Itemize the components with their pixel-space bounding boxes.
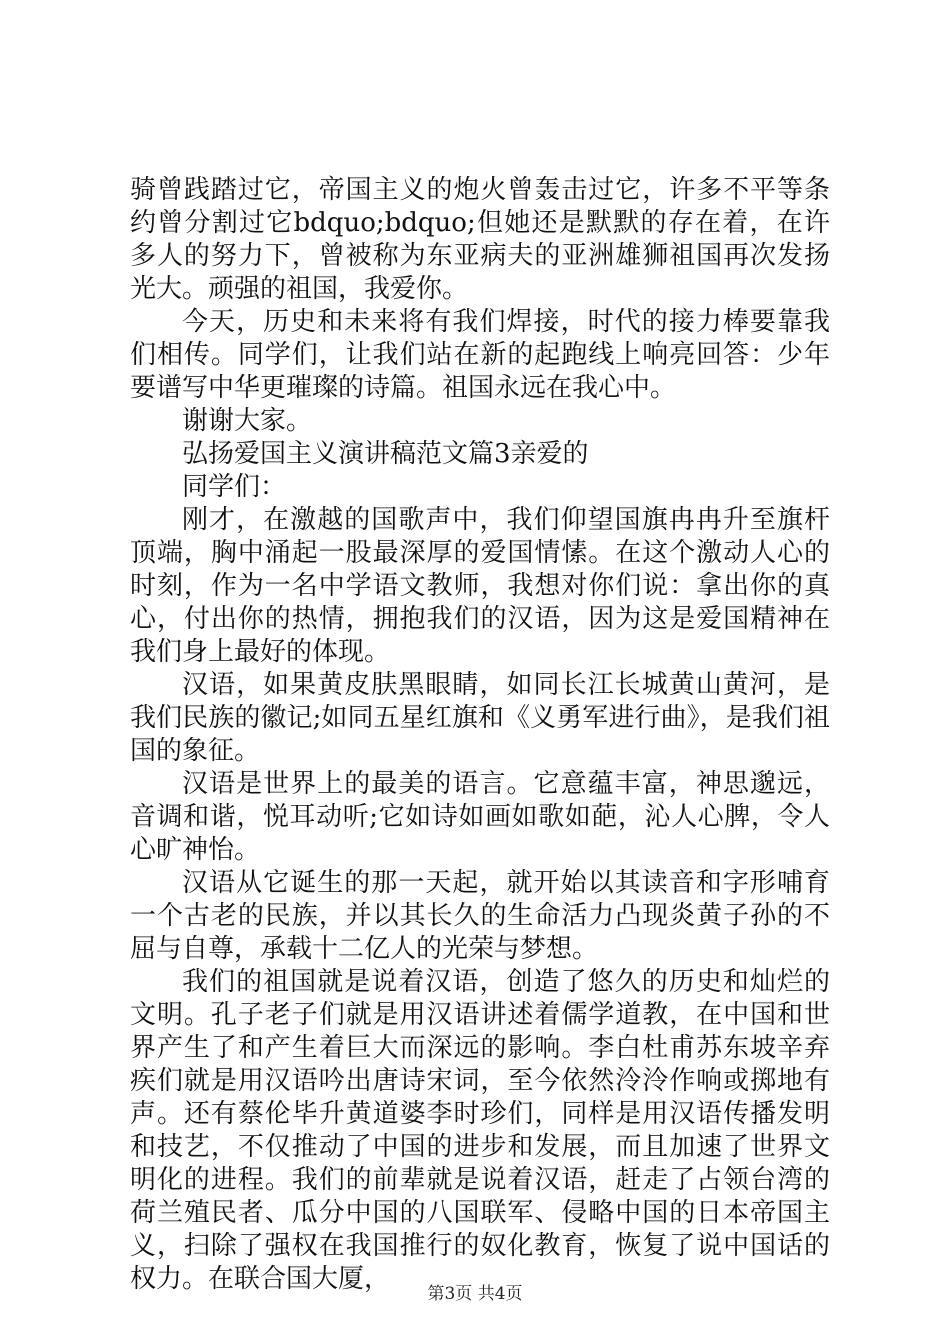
paragraph-1: 骑曾践踏过它，帝国主义的炮火曾轰击过它，许多不平等条约曾分割过它bdquo;bdquo;但她还是默默的存在着，在许多人的努力下，曾被称为东亚病夫的亚洲雄狮祖国再次发扬光大。顽强的祖国，我爱你。 bbox=[130, 175, 830, 304]
paragraph-6: 刚才，在激越的国歌声中，我们仰望国旗冉冉升至旗杆顶端，胸中涌起一股最深厚的爱国情愫。在这个激动人心的时刻，作为一名中学语文教师，我想对你们说：拿出你的真心，付出你的热情，拥抱我们的汉语，因为这是爱国精神在我们身上最好的体现。 bbox=[130, 505, 830, 667]
page-number-footer: 第3页 共4页 bbox=[427, 1284, 523, 1304]
paragraph-10: 我们的祖国就是说着汉语，创造了悠久的历史和灿烂的文明。孔子老子们就是用汉语讲述着儒学道教，在中国和世界产生了和产生着巨大而深远的影响。李白杜甫苏东坡辛弃疾们就是用汉语吟出唐诗宋词，至今依然泠泠作响或掷地有声。还有蔡伦毕升黄道婆李时珍们，同样是用汉语传播发明和技艺，不仅推动了中国的进步和发展，而且加速了世界文明化的进程。我们的前辈就是说着汉语，赶走了占领台湾的荷兰殖民者、瓜分中国的八国联军、侵略中国的日本帝国主义，扫除了强权在我国推行的奴化教育，恢复了说中国话的权力。在联合国大厦， bbox=[130, 967, 830, 1294]
document-body bbox=[130, 174, 830, 1296]
paragraph-8: 汉语是世界上的最美的语言。它意蕴丰富，神思邈远，音调和谐，悦耳动听;它如诗如画如歌如葩，沁人心脾，令人心旷神怡。 bbox=[130, 769, 830, 865]
paragraph-7: 汉语，如果黄皮肤黑眼睛，如同长江长城黄山黄河，是我们民族的徽记;如同五星红旗和《义勇军进行曲》，是我们祖国的象征。 bbox=[130, 670, 830, 766]
paragraph-5: 同学们： bbox=[182, 472, 287, 502]
paragraph-9: 汉语从它诞生的那一天起，就开始以其读音和字形哺育一个古老的民族，并以其长久的生命活力凸现炎黄子孙的不屈与自尊，承载十二亿人的光荣与梦想。 bbox=[130, 868, 830, 964]
paragraph-2: 今天，历史和未来将有我们焊接，时代的接力棒要靠我们相传。同学们，让我们站在新的起跑线上响亮回答：少年要谱写中华更璀璨的诗篇。祖国永远在我心中。 bbox=[130, 307, 830, 403]
paragraph-4: 弘扬爱国主义演讲稿范文篇3亲爱的 bbox=[182, 439, 589, 469]
paragraph-3: 谢谢大家。 bbox=[182, 406, 313, 436]
